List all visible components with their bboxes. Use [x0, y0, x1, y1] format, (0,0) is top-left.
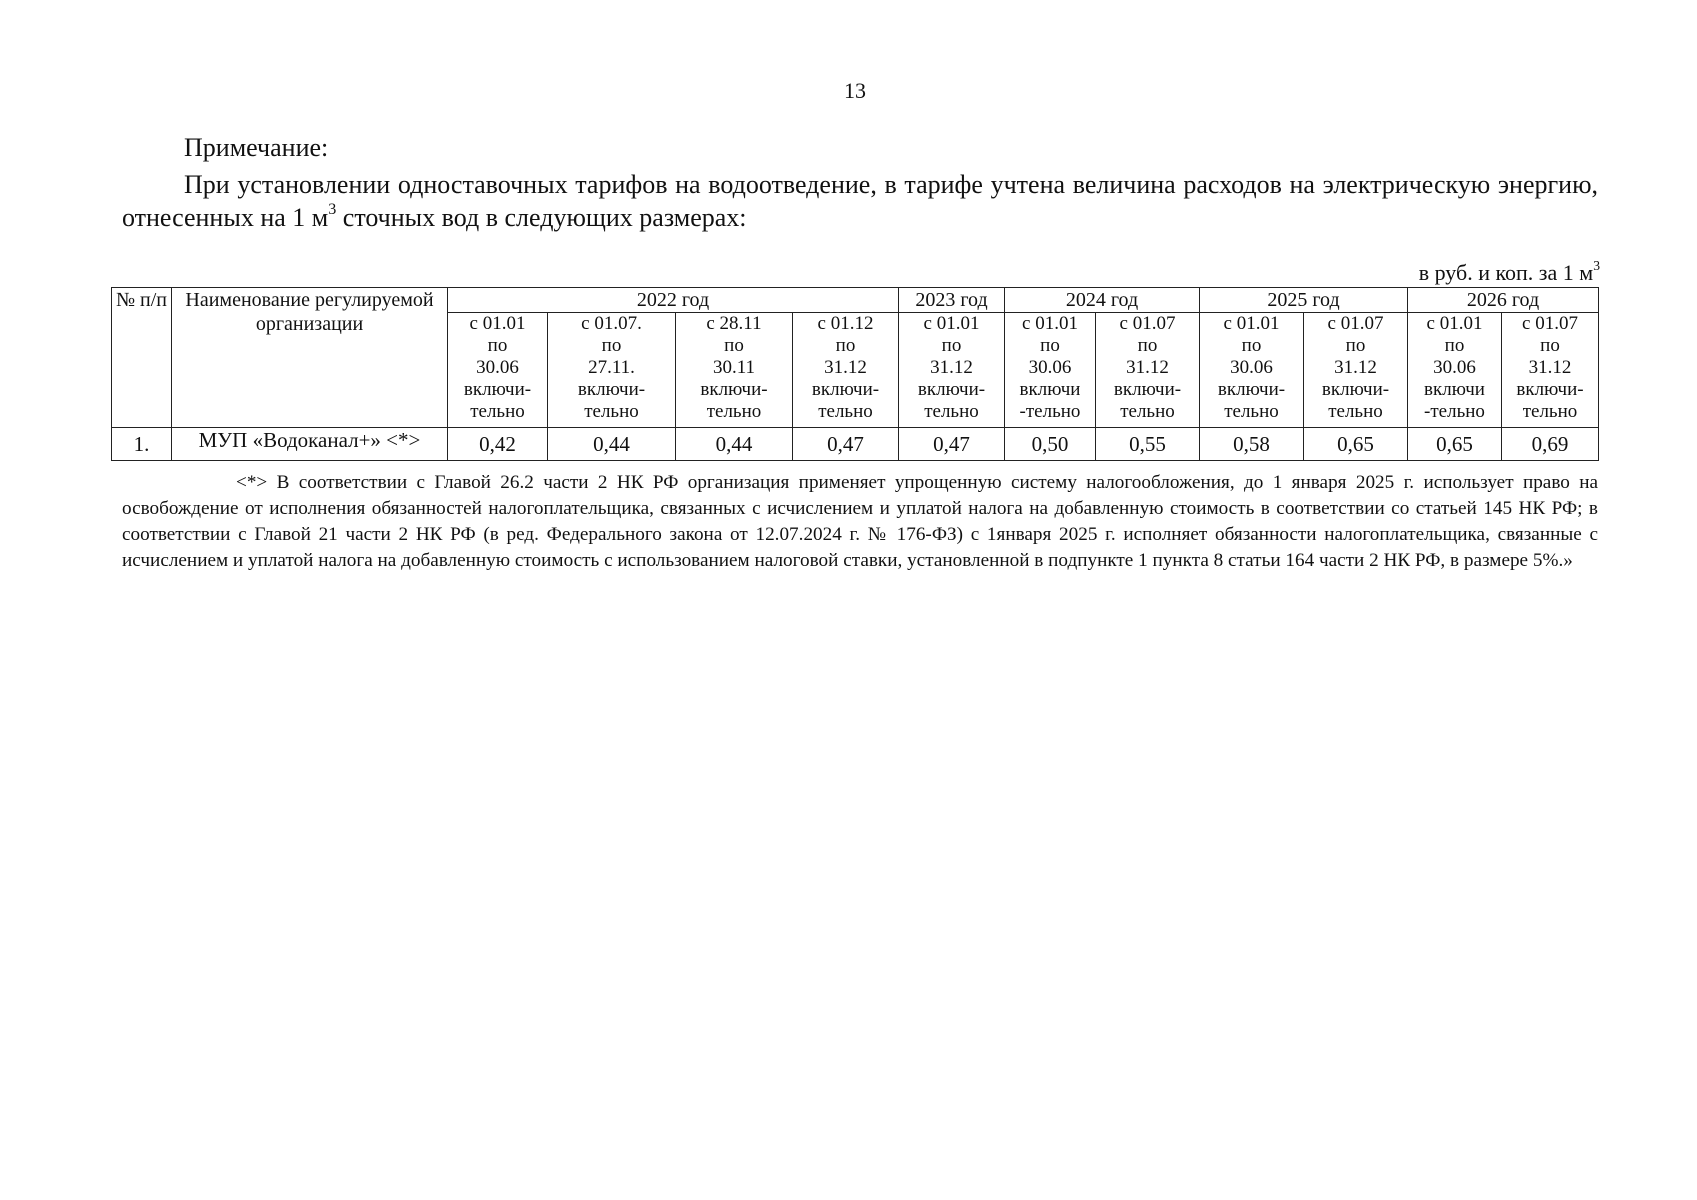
header-period-line: по — [835, 335, 856, 356]
units-superscript: 3 — [1593, 257, 1600, 273]
header-period-line: тельно — [470, 401, 525, 422]
header-period-line: по — [1241, 335, 1262, 356]
header-period-line: включи- — [1113, 379, 1182, 400]
header-period-line: с 01.01 — [1426, 313, 1483, 334]
header-period-line: 31.12 — [1334, 357, 1377, 378]
tariff-value: 0,69 — [1502, 428, 1599, 461]
row-org: МУП «Водоканал+» <*> — [172, 428, 448, 461]
header-period-line: 31.12 — [930, 357, 973, 378]
header-period — [1005, 313, 1096, 428]
header-period — [676, 313, 793, 428]
header-period-line: по — [601, 335, 622, 356]
header-period-line: включи- — [1516, 379, 1584, 400]
units-text: в руб. и коп. за 1 м — [1418, 260, 1594, 285]
header-year-2022: 2022 год — [448, 288, 899, 313]
header-period-line: 30.11 — [712, 357, 756, 378]
header-period-line: по — [1040, 335, 1060, 356]
header-period-line: -тельно — [1424, 401, 1485, 422]
units-label — [1418, 257, 1600, 286]
header-period — [448, 313, 548, 428]
note-text — [122, 168, 1598, 234]
header-period-line: с 28.11 — [706, 313, 762, 334]
header-period — [548, 313, 676, 428]
header-period-line: -тельно — [1019, 401, 1081, 422]
tariff-value: 0,47 — [899, 428, 1005, 461]
header-period-line: тельно — [1522, 401, 1578, 422]
header-period-line: по — [1444, 335, 1465, 356]
page-number: 13 — [844, 78, 866, 103]
header-period-line: с 01.07. — [581, 313, 642, 334]
header-period-line: включи- — [463, 379, 532, 400]
tariff-value: 0,65 — [1408, 428, 1502, 461]
header-period — [899, 313, 1005, 428]
header-period-line: с 01.01 — [1223, 313, 1280, 334]
header-period — [1408, 313, 1502, 428]
header-period-line: включи — [1424, 379, 1485, 400]
header-period-line: с 01.12 — [817, 313, 874, 334]
header-period-line: включи- — [1217, 379, 1286, 400]
header-org: Наименование регулируемой организации — [172, 288, 448, 428]
tariff-value: 0,47 — [793, 428, 899, 461]
header-period-line: тельно — [924, 401, 979, 422]
header-period-line: включи- — [811, 379, 880, 400]
header-period-line: с 01.01 — [469, 313, 526, 334]
header-period-line: включи — [1019, 379, 1081, 400]
header-period — [1096, 313, 1200, 428]
row-num: 1. — [112, 428, 172, 461]
header-period-line: включи- — [700, 379, 768, 400]
header-year-2024: 2024 год — [1005, 288, 1200, 313]
header-period-line: с 01.07 — [1119, 313, 1176, 334]
header-period-line: 27.11. — [588, 357, 635, 378]
header-period-line: тельно — [1224, 401, 1279, 422]
header-period-line: с 01.07 — [1522, 313, 1578, 334]
header-period-line: тельно — [1328, 401, 1383, 422]
header-period-line: 30.06 — [1433, 357, 1476, 378]
header-period-line: тельно — [818, 401, 873, 422]
header-period-line: 30.06 — [476, 357, 519, 378]
header-period-line: по — [1137, 335, 1158, 356]
header-period-line: тельно — [706, 401, 762, 422]
header-period-line: с 01.01 — [923, 313, 980, 334]
header-period — [1304, 313, 1408, 428]
header-year-2026: 2026 год — [1408, 288, 1599, 313]
tariff-value: 0,50 — [1005, 428, 1096, 461]
header-period — [1502, 313, 1599, 428]
tariff-value: 0,58 — [1200, 428, 1304, 461]
header-period-line: по — [1540, 335, 1560, 356]
tariff-value: 0,55 — [1096, 428, 1200, 461]
header-period — [1200, 313, 1304, 428]
tariff-table — [111, 287, 1599, 461]
table-row — [112, 428, 1599, 461]
tariff-value: 0,65 — [1304, 428, 1408, 461]
header-period-line: 30.06 — [1230, 357, 1273, 378]
header-period-line: 31.12 — [824, 357, 867, 378]
table-body — [112, 428, 1599, 461]
tariff-value: 0,42 — [448, 428, 548, 461]
header-period-line: по — [487, 335, 508, 356]
header-period-line: тельно — [1120, 401, 1175, 422]
header-period-line: 31.12 — [1528, 357, 1572, 378]
note-text-after: сточных вод в следующих размерах: — [336, 203, 747, 232]
tariff-value: 0,44 — [676, 428, 793, 461]
header-period-line: по — [1345, 335, 1366, 356]
header-row-years — [112, 288, 1599, 313]
header-period-line: тельно — [584, 401, 639, 422]
header-period-line: включи- — [577, 379, 646, 400]
footnote: <*> В соответствии с Главой 26.2 части 2 НК РФ организация применяет упрощенную систему налогообложения, до 1 января 2025 г. использует право на освобождение от исполнения обязанностей налогоплательщика, связанных с исчислением и уплатой налога на добавленную стоимость в соответствии со статьей 145 НК РФ; в соответствии с Главой 21 части 2 НК РФ (в ред. Федерального закона от 12.07.2024 г. № 176-ФЗ) с 1января 2025 г. исполняет обязанности налогоплательщика, связанные с исчислением и уплатой налога на добавленную стоимость с использованием налоговой ставки, установленной в подпункте 1 пункта 8 статьи 164 части 2 НК РФ, в размере 5%.» — [122, 472, 1598, 571]
header-period-line: с 01.01 — [1022, 313, 1078, 334]
header-num: № п/п — [112, 288, 172, 428]
header-period-line: по — [724, 335, 744, 356]
header-year-2023: 2023 год — [899, 288, 1005, 313]
header-period — [793, 313, 899, 428]
tariff-value: 0,44 — [548, 428, 676, 461]
header-period-line: включи- — [917, 379, 986, 400]
note-text-before: При установлении одноставочных тарифов на водоотведение, в тарифе учтена величина расходов на электрическую энергию, отнесенных на 1 м — [122, 170, 1598, 232]
header-period-line: 31.12 — [1126, 357, 1169, 378]
note-heading: Примечание: — [184, 133, 329, 162]
header-period-line: 30.06 — [1028, 357, 1072, 378]
header-year-2025: 2025 год — [1200, 288, 1408, 313]
header-period-line: включи- — [1321, 379, 1390, 400]
header-period-line: с 01.07 — [1327, 313, 1384, 334]
header-period-line: по — [941, 335, 962, 356]
note-superscript: 3 — [328, 200, 337, 218]
